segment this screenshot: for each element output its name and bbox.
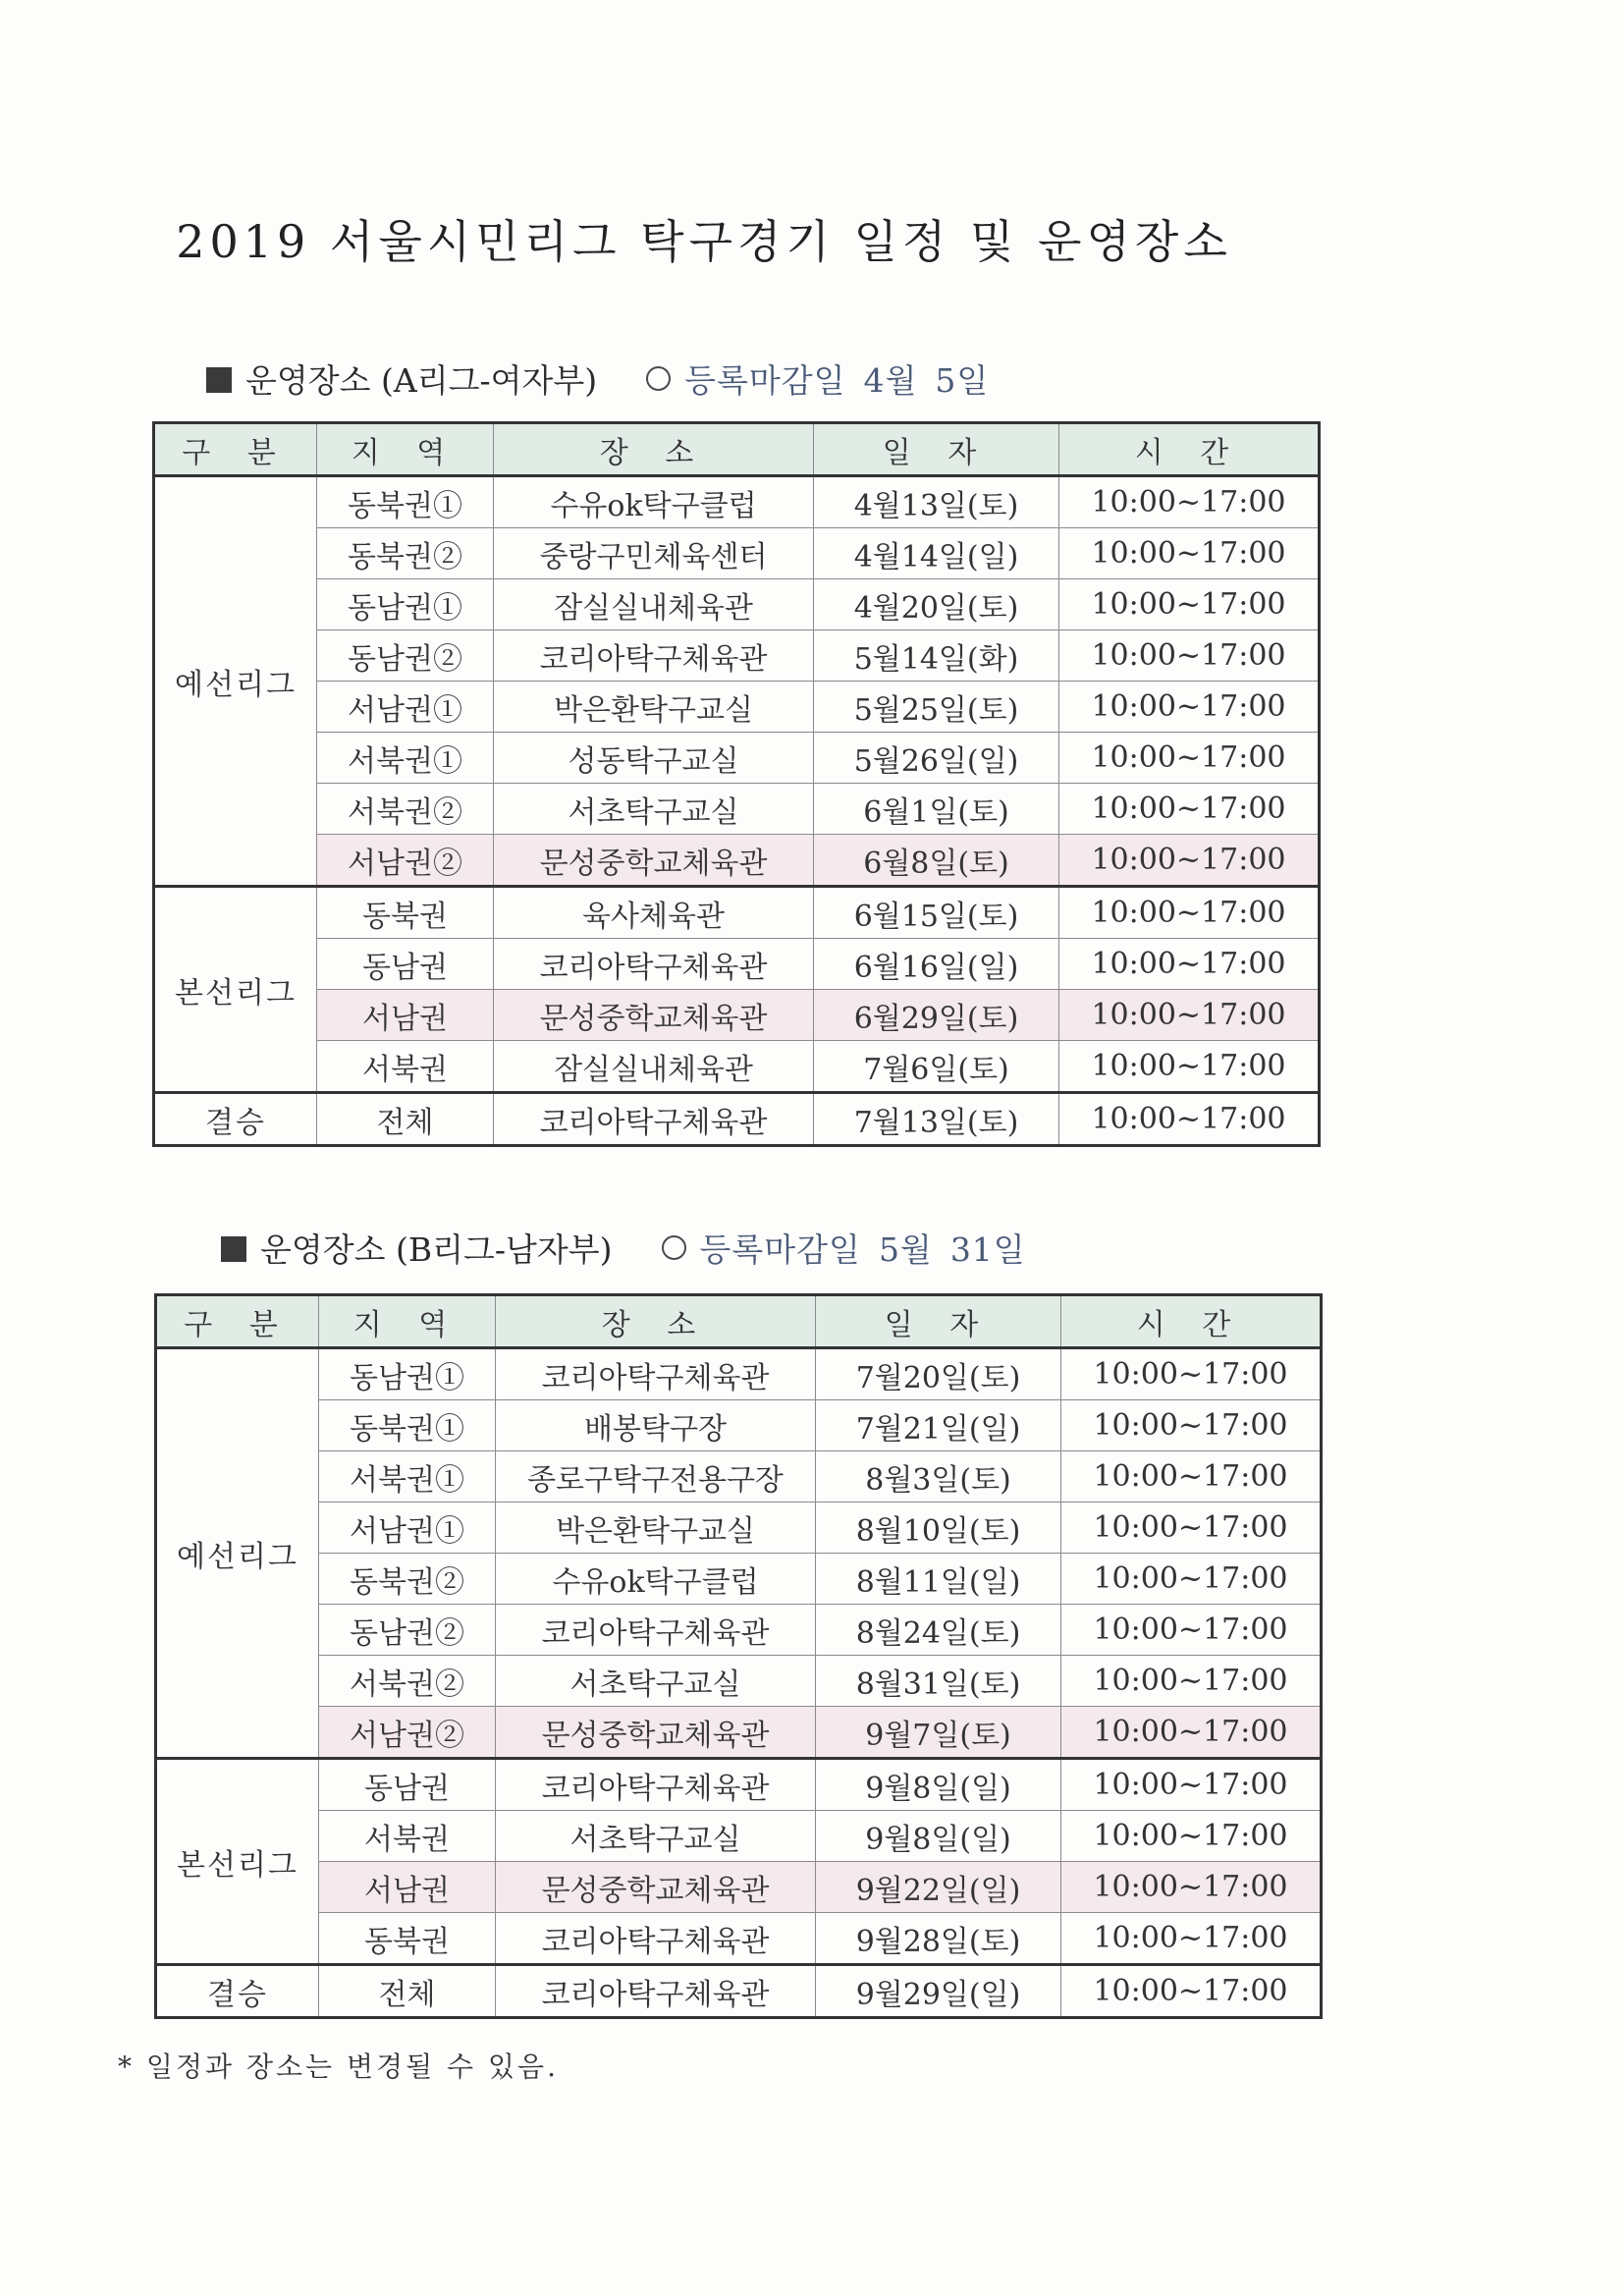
time-cell: 10:00~17:00 bbox=[1061, 1811, 1322, 1862]
time-cell: 10:00~17:00 bbox=[1059, 682, 1320, 733]
table-row bbox=[154, 733, 1320, 784]
footnote: * 일정과 장소는 변경될 수 있음. bbox=[118, 2050, 559, 2083]
deadline-month: 5월 bbox=[878, 1230, 933, 1269]
date-cell: 9월29일(일) bbox=[816, 1965, 1061, 2018]
square-bullet-icon bbox=[206, 367, 232, 393]
venue-cell: 성동탁구교실 bbox=[494, 733, 814, 784]
region-cell: 동남권① bbox=[317, 579, 494, 630]
table-row bbox=[156, 1605, 1322, 1656]
table-row bbox=[156, 1965, 1322, 2018]
date-cell: 4월13일(토) bbox=[814, 476, 1059, 528]
venue-cell: 박은환탁구교실 bbox=[494, 682, 814, 733]
time-cell: 10:00~17:00 bbox=[1061, 1759, 1322, 1811]
region-cell: 서남권① bbox=[319, 1503, 496, 1554]
time-cell: 10:00~17:00 bbox=[1061, 1400, 1322, 1451]
date-cell: 9월22일(일) bbox=[816, 1862, 1061, 1913]
date-cell: 8월31일(토) bbox=[816, 1656, 1061, 1707]
column-header: 시 간 bbox=[1059, 423, 1320, 476]
table-body bbox=[156, 1348, 1322, 2018]
time-cell: 10:00~17:00 bbox=[1059, 733, 1320, 784]
league-stage-cell: 결승 bbox=[154, 1093, 317, 1146]
table-row bbox=[156, 1554, 1322, 1605]
section-a-deadline bbox=[684, 355, 989, 402]
date-cell: 8월11일(일) bbox=[816, 1554, 1061, 1605]
section-b-deadline bbox=[700, 1225, 1026, 1271]
deadline-day: 5일 bbox=[935, 361, 990, 400]
table-row bbox=[154, 682, 1320, 733]
region-cell: 동북권② bbox=[319, 1554, 496, 1605]
section-b-title: 운영장소 (B리그-남자부) bbox=[260, 1230, 613, 1269]
time-cell: 10:00~17:00 bbox=[1061, 1656, 1322, 1707]
deadline-month: 4월 bbox=[863, 361, 918, 400]
table-row bbox=[154, 939, 1320, 990]
venue-cell: 서초탁구교실 bbox=[494, 784, 814, 835]
venue-cell: 문성중학교체육관 bbox=[496, 1862, 816, 1913]
venue-cell: 코리아탁구체육관 bbox=[496, 1759, 816, 1811]
venue-cell: 수유ok탁구클럽 bbox=[494, 476, 814, 528]
schedule-table-a bbox=[152, 421, 1321, 1147]
region-cell: 동남권① bbox=[319, 1348, 496, 1400]
date-cell: 7월13일(토) bbox=[814, 1093, 1059, 1146]
region-cell: 동북권 bbox=[317, 887, 494, 939]
venue-cell: 코리아탁구체육관 bbox=[494, 939, 814, 990]
column-header: 지 역 bbox=[317, 423, 494, 476]
region-cell: 서북권 bbox=[317, 1041, 494, 1093]
table-row bbox=[156, 1811, 1322, 1862]
league-stage-cell: 본선리그 bbox=[156, 1759, 319, 1965]
table-row bbox=[154, 887, 1320, 939]
date-cell: 4월14일(일) bbox=[814, 528, 1059, 579]
date-cell: 9월28일(토) bbox=[816, 1913, 1061, 1965]
league-stage-cell: 예선리그 bbox=[156, 1348, 319, 1759]
venue-cell: 문성중학교체육관 bbox=[494, 990, 814, 1041]
region-cell: 동남권 bbox=[317, 939, 494, 990]
region-cell: 서북권② bbox=[319, 1656, 496, 1707]
date-cell: 6월16일(일) bbox=[814, 939, 1059, 990]
venue-cell: 수유ok탁구클럽 bbox=[496, 1554, 816, 1605]
table-row bbox=[154, 476, 1320, 528]
table-row bbox=[156, 1656, 1322, 1707]
venue-cell: 중랑구민체육센터 bbox=[494, 528, 814, 579]
venue-cell: 코리아탁구체육관 bbox=[494, 1093, 814, 1146]
region-cell: 동북권① bbox=[317, 476, 494, 528]
league-stage-cell: 예선리그 bbox=[154, 476, 317, 887]
time-cell: 10:00~17:00 bbox=[1061, 1503, 1322, 1554]
section-a-title: 운영장소 (A리그-여자부) bbox=[245, 361, 598, 400]
time-cell: 10:00~17:00 bbox=[1059, 476, 1320, 528]
square-bullet-icon bbox=[221, 1236, 246, 1262]
region-cell: 동남권② bbox=[317, 630, 494, 682]
region-cell: 서북권 bbox=[319, 1811, 496, 1862]
time-cell: 10:00~17:00 bbox=[1061, 1965, 1322, 2018]
venue-cell: 코리아탁구체육관 bbox=[496, 1605, 816, 1656]
region-cell: 서남권② bbox=[317, 835, 494, 887]
column-header: 구 분 bbox=[156, 1295, 319, 1348]
venue-cell: 서초탁구교실 bbox=[496, 1811, 816, 1862]
column-header: 시 간 bbox=[1061, 1295, 1322, 1348]
time-cell: 10:00~17:00 bbox=[1061, 1605, 1322, 1656]
deadline-day: 31일 bbox=[949, 1230, 1026, 1269]
table-row bbox=[154, 835, 1320, 887]
table-row bbox=[154, 990, 1320, 1041]
venue-cell: 박은환탁구교실 bbox=[496, 1503, 816, 1554]
column-header: 일 자 bbox=[816, 1295, 1061, 1348]
table-row bbox=[154, 528, 1320, 579]
time-cell: 10:00~17:00 bbox=[1059, 887, 1320, 939]
date-cell: 7월6일(토) bbox=[814, 1041, 1059, 1093]
circle-bullet-icon bbox=[662, 1235, 686, 1260]
venue-cell: 종로구탁구전용구장 bbox=[496, 1451, 816, 1503]
venue-cell: 코리아탁구체육관 bbox=[496, 1348, 816, 1400]
time-cell: 10:00~17:00 bbox=[1061, 1554, 1322, 1605]
table-row bbox=[156, 1759, 1322, 1811]
time-cell: 10:00~17:00 bbox=[1061, 1707, 1322, 1759]
column-header: 일 자 bbox=[814, 423, 1059, 476]
date-cell: 6월15일(토) bbox=[814, 887, 1059, 939]
date-cell: 8월24일(토) bbox=[816, 1605, 1061, 1656]
league-stage-cell: 본선리그 bbox=[154, 887, 317, 1093]
table-row bbox=[154, 1093, 1320, 1146]
region-cell: 동남권 bbox=[319, 1759, 496, 1811]
region-cell: 서북권② bbox=[317, 784, 494, 835]
date-cell: 4월20일(토) bbox=[814, 579, 1059, 630]
region-cell: 서남권② bbox=[319, 1707, 496, 1759]
time-cell: 10:00~17:00 bbox=[1059, 784, 1320, 835]
table-body bbox=[154, 476, 1320, 1146]
venue-cell: 코리아탁구체육관 bbox=[496, 1965, 816, 2018]
time-cell: 10:00~17:00 bbox=[1059, 579, 1320, 630]
date-cell: 8월3일(토) bbox=[816, 1451, 1061, 1503]
time-cell: 10:00~17:00 bbox=[1061, 1451, 1322, 1503]
date-cell: 9월8일(일) bbox=[816, 1759, 1061, 1811]
header-row bbox=[154, 423, 1320, 476]
page-title: 2019 서울시민리그 탁구경기 일정 및 운영장소 bbox=[176, 215, 1232, 268]
date-cell: 9월7일(토) bbox=[816, 1707, 1061, 1759]
date-cell: 7월21일(일) bbox=[816, 1400, 1061, 1451]
region-cell: 서남권 bbox=[319, 1862, 496, 1913]
venue-cell: 서초탁구교실 bbox=[496, 1656, 816, 1707]
table-row bbox=[156, 1451, 1322, 1503]
region-cell: 전체 bbox=[317, 1093, 494, 1146]
region-cell: 서북권① bbox=[317, 733, 494, 784]
region-cell: 서남권① bbox=[317, 682, 494, 733]
time-cell: 10:00~17:00 bbox=[1059, 1041, 1320, 1093]
region-cell: 동남권② bbox=[319, 1605, 496, 1656]
header-row bbox=[156, 1295, 1322, 1348]
time-cell: 10:00~17:00 bbox=[1059, 939, 1320, 990]
date-cell: 6월1일(토) bbox=[814, 784, 1059, 835]
venue-cell: 육사체육관 bbox=[494, 887, 814, 939]
table-row bbox=[156, 1400, 1322, 1451]
time-cell: 10:00~17:00 bbox=[1059, 990, 1320, 1041]
table-row bbox=[156, 1913, 1322, 1965]
time-cell: 10:00~17:00 bbox=[1059, 528, 1320, 579]
table-header bbox=[156, 1295, 1322, 1348]
region-cell: 동북권② bbox=[317, 528, 494, 579]
region-cell: 서북권① bbox=[319, 1451, 496, 1503]
date-cell: 5월26일(일) bbox=[814, 733, 1059, 784]
region-cell: 동북권 bbox=[319, 1913, 496, 1965]
column-header: 구 분 bbox=[154, 423, 317, 476]
venue-cell: 문성중학교체육관 bbox=[496, 1707, 816, 1759]
date-cell: 5월25일(토) bbox=[814, 682, 1059, 733]
table-row bbox=[156, 1503, 1322, 1554]
table-row bbox=[154, 1041, 1320, 1093]
schedule-table-b bbox=[154, 1293, 1323, 2019]
column-header: 장 소 bbox=[494, 423, 814, 476]
table-header bbox=[154, 423, 1320, 476]
section-b-heading bbox=[221, 1225, 1026, 1271]
region-cell: 동북권① bbox=[319, 1400, 496, 1451]
venue-cell: 잠실실내체육관 bbox=[494, 1041, 814, 1093]
column-header: 장 소 bbox=[496, 1295, 816, 1348]
deadline-label: 등록마감일 bbox=[684, 361, 846, 400]
circle-bullet-icon bbox=[646, 366, 671, 391]
date-cell: 8월10일(토) bbox=[816, 1503, 1061, 1554]
region-cell: 전체 bbox=[319, 1965, 496, 2018]
time-cell: 10:00~17:00 bbox=[1061, 1862, 1322, 1913]
table-row bbox=[154, 784, 1320, 835]
date-cell: 5월14일(화) bbox=[814, 630, 1059, 682]
league-stage-cell: 결승 bbox=[156, 1965, 319, 2018]
venue-cell: 코리아탁구체육관 bbox=[494, 630, 814, 682]
table-row bbox=[156, 1862, 1322, 1913]
region-cell: 서남권 bbox=[317, 990, 494, 1041]
time-cell: 10:00~17:00 bbox=[1059, 1093, 1320, 1146]
section-a-heading bbox=[206, 355, 989, 402]
table-row bbox=[154, 579, 1320, 630]
table-row bbox=[156, 1707, 1322, 1759]
date-cell: 6월29일(토) bbox=[814, 990, 1059, 1041]
venue-cell: 코리아탁구체육관 bbox=[496, 1913, 816, 1965]
venue-cell: 배봉탁구장 bbox=[496, 1400, 816, 1451]
deadline-label: 등록마감일 bbox=[699, 1230, 861, 1269]
time-cell: 10:00~17:00 bbox=[1059, 630, 1320, 682]
time-cell: 10:00~17:00 bbox=[1061, 1913, 1322, 1965]
time-cell: 10:00~17:00 bbox=[1059, 835, 1320, 887]
column-header: 지 역 bbox=[319, 1295, 496, 1348]
date-cell: 7월20일(토) bbox=[816, 1348, 1061, 1400]
venue-cell: 잠실실내체육관 bbox=[494, 579, 814, 630]
date-cell: 6월8일(토) bbox=[814, 835, 1059, 887]
table-row bbox=[156, 1348, 1322, 1400]
venue-cell: 문성중학교체육관 bbox=[494, 835, 814, 887]
table-row bbox=[154, 630, 1320, 682]
time-cell: 10:00~17:00 bbox=[1061, 1348, 1322, 1400]
date-cell: 9월8일(일) bbox=[816, 1811, 1061, 1862]
